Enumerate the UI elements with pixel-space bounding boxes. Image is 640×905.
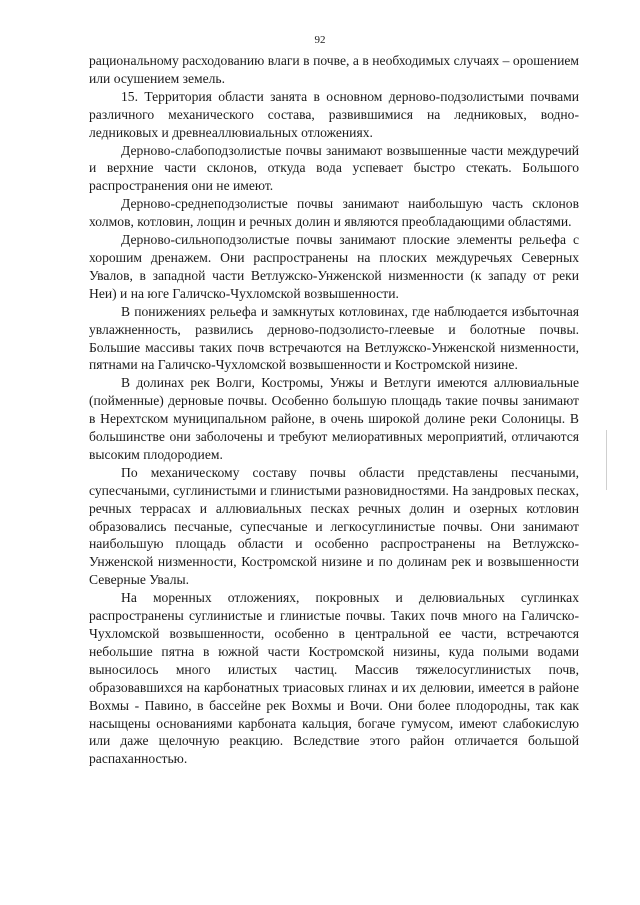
paragraph-moraine-deposits: На моренных отложениях, покровных и делювиальных суглинках распространены суглинистые и глинистые почвы. Таких почв много на Галичско-Чухломской возвышенности, особенно в центральной ее части, встречаются небольшие пятна в южной части Костромской низины, куда полыми водами выносилось много илистых частиц. Массив тяжелосуглинистых почв, образовавшихся на карбонатных триасовых глинах и их делювии, имеется в районе Вохмы - Павино, в бассейне рек Вохмы и Вочи. Они более плодородны, так как насыщены основаниями карбоната кальция, богаче гумусом, имеют слабокислую или даже щелочную реакцию. Вследствие этого район отличается большой распаханностью.: [89, 590, 579, 767]
body-text: [89, 52, 579, 768]
paragraph-alluvial-soils: В долинах рек Волги, Костромы, Унжы и Ветлуги имеются аллювиальные (пойменные) дерновые почвы. Особенно большую площадь такие почвы занимают в Нерехтском муниципальном районе, в очень широкой долине реки Солоницы. В большинстве они заболочены и требуют мелиоративных мероприятий, отличаются высоким плодородием.: [89, 375, 579, 462]
scan-artifact-line: [606, 430, 607, 490]
paragraph-mechanical-composition: По механическому составу почвы области представлены песчаными, супесчаными, суглинистыми и глинистыми разновидностями. На зандровых песках, речных террасах и аллювиальных песках речных долин и озерных котловин образовались песчаные, супесчаные и легкосуглинистые почвы. Они занимают наибольшую площадь области и особенно распространены на Ветлужско-Унженской низменности, Костромской низине и по долинам рек и возвышенности Северные Увалы.: [89, 464, 579, 588]
paragraph-section-15: 15. Территория области занята в основном дерново-подзолистыми почвами различного механического состава, развившимися на ледниковых, водно-ледниковых и древнеаллювиальных отложениях.: [89, 88, 579, 140]
page-number: 92: [314, 34, 326, 46]
paragraph-gley-soils: В понижениях рельефа и замкнутых котловинах, где наблюдается избыточная увлажненность, развились дерново-подзолисто-глеевые и болотные почвы. Большие массивы таких почв встречаются на Ветлужско-Унженской низменности, пятнами на Галичско-Чухломской возвышенности и Костромской низине.: [89, 303, 579, 373]
paragraph-continuation: рациональному расходованию влаги в почве, а в необходимых случаях – орошением или осушением земель.: [89, 53, 579, 86]
paragraph-weakly-podzolic: Дерново-слабоподзолистые почвы занимают возвышенные части междуречий и верхние части склонов, откуда вода успевает быстро стекать. Большого распространения они не имеют.: [89, 142, 579, 194]
paragraph-strongly-podzolic: Дерново-сильноподзолистые почвы занимают плоские элементы рельефа с хорошим дренажем. Они распространены на плоских междуречьях Северных Увалов, в западной части Ветлужско-Унженской низменности (к западу от реки Неи) и на юге Галичско-Чухломской возвышенности.: [89, 232, 579, 301]
paragraph-medium-podzolic: Дерново-среднеподзолистые почвы занимают наибольшую часть склонов холмов, котловин, лощин и речных долин и являются преобладающими областями.: [89, 196, 579, 230]
